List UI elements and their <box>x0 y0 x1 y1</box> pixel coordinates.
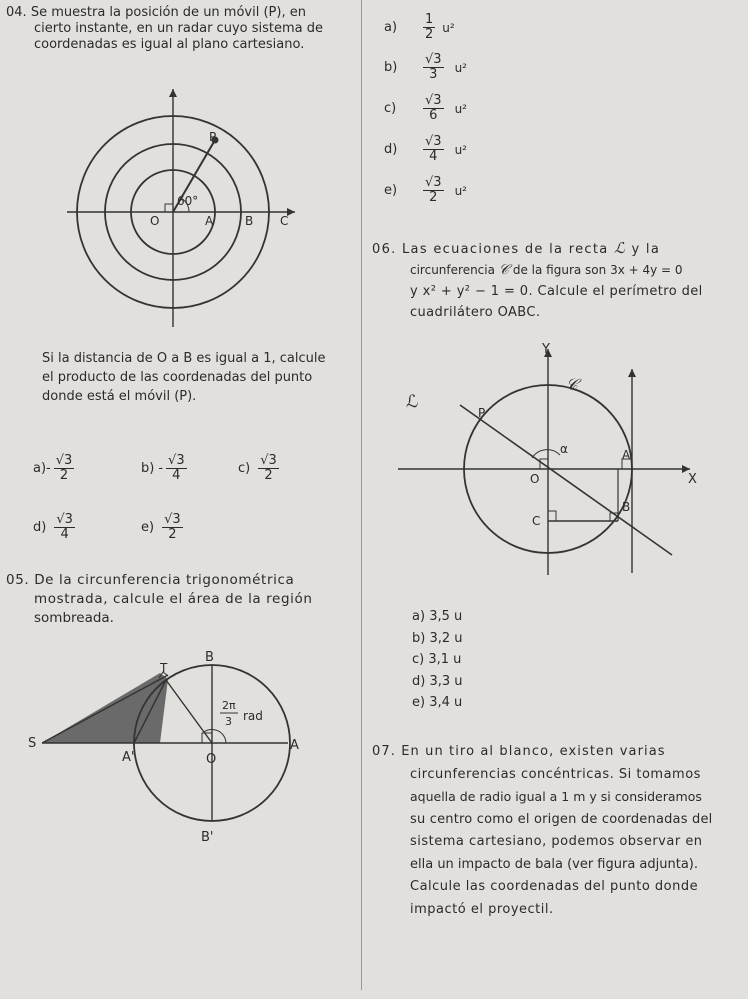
q07-line-2: circunferencias concéntricas. Si tomamos <box>410 766 701 782</box>
q04-right-angle-mark <box>165 204 173 212</box>
q05-radius-ot <box>166 680 212 743</box>
q06-right-mark-c <box>548 511 556 521</box>
q04-answer-a-unit: u² <box>442 20 455 35</box>
q05-angle-num: 2π <box>222 699 236 712</box>
q04-answer-a[interactable] <box>384 13 455 42</box>
q06-line-1-end: y la <box>631 242 661 257</box>
q04-answer-a-frac: $\frac{1}{2}$ <box>425 12 434 42</box>
q07-number: 07. <box>372 744 396 759</box>
q06-label-l-line: ℒ <box>406 392 419 412</box>
q05-line-2: mostrada, calcule el área de la región <box>34 591 313 607</box>
q04-answer-e[interactable] <box>384 176 467 205</box>
q06-line-2b: de la figura son <box>512 263 607 277</box>
q06-label-alpha: α <box>560 442 568 456</box>
q05-angle-den: 3 <box>225 715 232 728</box>
q04-option-b-letter: b) <box>141 461 155 476</box>
q04-answer-e-frac: $\frac{√3}{2}$ <box>425 175 442 205</box>
q04-option-c-letter: c) <box>238 461 251 476</box>
q04-question-1: Si la distancia de O a B es igual a 1, calcule <box>42 351 326 366</box>
q06-script-l: ℒ <box>613 239 627 257</box>
q05-number: 05. <box>6 572 30 588</box>
q06-label-c-curve: 𝒞 <box>566 375 578 394</box>
q04-option-c-frac: $\frac{√3}{2}$ <box>260 453 277 483</box>
q06-line-2a: circunferencia <box>410 263 495 277</box>
q04-answer-b-letter: b) <box>384 60 398 75</box>
q04-answer-c-unit: u² <box>454 101 467 116</box>
q05-unit-circle-figure <box>20 645 340 855</box>
q04-answer-d-unit: u² <box>454 142 467 157</box>
q06-alpha-arc <box>532 450 560 458</box>
q04-radar-figure <box>55 85 300 330</box>
q04-label-c: C <box>280 214 289 228</box>
column-divider <box>361 0 362 990</box>
q05-label-a-prime: A' <box>122 750 135 765</box>
q04-answer-b[interactable] <box>384 53 467 82</box>
q04-option-a-sign: - <box>46 461 51 476</box>
q05-line-3: sombreada. <box>34 610 114 626</box>
q06-option-b[interactable]: b) 3,2 u <box>412 630 463 646</box>
q04-label-b: B <box>245 214 254 228</box>
q04-answer-a-letter: a) <box>384 20 398 35</box>
q04-y-arrow-icon <box>169 89 177 97</box>
q06-script-c: 𝒞 <box>498 262 510 278</box>
q06-eq1: 3x + 4y = 0 <box>610 263 683 277</box>
q04-question-2: el producto de las coordenadas del punto <box>42 370 313 385</box>
q04-answer-d-letter: d) <box>384 142 398 157</box>
q04-option-d-frac: $\frac{√3}{4}$ <box>56 512 73 542</box>
q04-number: 04. <box>6 5 27 20</box>
q07-line-3: aquella de radio igual a 1 m y si consideramos <box>410 789 702 804</box>
q06-line-4: cuadrilátero OABC. <box>410 305 541 320</box>
q04-answer-c-frac: $\frac{√3}{6}$ <box>425 93 442 123</box>
q04-label-p: P <box>209 130 217 144</box>
q06-figure <box>390 335 715 580</box>
q04-statement <box>6 5 356 53</box>
q06-label-o: O <box>530 472 540 486</box>
q04-question-3: donde está el móvil (P). <box>42 389 197 404</box>
q04-option-a-frac: $\frac{√3}{2}$ <box>55 453 73 483</box>
q07-line-1: En un tiro al blanco, existen varias <box>401 744 666 759</box>
q06-option-c[interactable]: c) 3,1 u <box>412 652 462 667</box>
q04-line-1: Se muestra la posición de un móvil (P), en <box>30 5 306 20</box>
q04-option-a-letter: a) <box>33 461 47 476</box>
q04-answer-d[interactable] <box>384 135 467 164</box>
q04-answer-e-letter: e) <box>384 183 398 198</box>
q05-label-s: S <box>28 736 37 751</box>
q04-option-d[interactable] <box>33 513 78 542</box>
q04-line-3: coordenadas es igual al plano cartesiano. <box>34 37 305 52</box>
q06-label-a: A <box>622 448 631 462</box>
q06-label-p: P <box>478 406 486 420</box>
q04-answer-e-unit: u² <box>454 183 467 198</box>
q04-option-b[interactable] <box>141 454 190 483</box>
q07-line-6: ella un impacto de bala (ver figura adjunta). <box>410 856 699 872</box>
q04-label-o: O <box>150 214 160 228</box>
q04-option-b-frac: $\frac{√3}{4}$ <box>168 453 185 483</box>
q04-label-angle: 60° <box>177 194 199 208</box>
q06-statement <box>372 238 712 323</box>
q04-answer-c-letter: c) <box>384 101 397 116</box>
q04-option-e-frac: $\frac{√3}{2}$ <box>164 512 181 542</box>
q05-label-b: B <box>205 650 214 665</box>
q06-label-x: X <box>688 472 697 487</box>
q07-line-8: impactó el proyectil. <box>410 901 554 917</box>
q06-option-a[interactable]: a) 3,5 u <box>412 609 463 624</box>
q04-option-b-sign: - <box>158 461 164 476</box>
q06-line-1: Las ecuaciones de la recta <box>402 242 609 257</box>
q04-answer-b-frac: $\frac{√3}{3}$ <box>425 52 442 82</box>
q04-option-e[interactable] <box>141 513 186 542</box>
q04-option-a[interactable] <box>33 454 77 483</box>
q04-line-2: cierto instante, en un radar cuyo sistema de <box>34 21 323 36</box>
q06-option-d[interactable]: d) 3,3 u <box>412 673 463 689</box>
q06-tangent-arrow-icon <box>628 369 636 377</box>
q05-angle-unit: rad <box>243 709 263 723</box>
q07-line-5: sistema cartesiano, podemos observar en <box>410 834 703 849</box>
q06-options <box>412 606 463 714</box>
q04-answer-b-unit: u² <box>454 60 467 75</box>
q06-eq2: x² + y² − 1 = 0. <box>422 284 533 299</box>
q04-option-e-letter: e) <box>141 520 155 535</box>
q06-option-e[interactable]: e) 3,4 u <box>412 695 463 710</box>
q04-answer-d-frac: $\frac{√3}{4}$ <box>425 134 442 164</box>
q05-label-a: A <box>290 738 299 753</box>
q07-statement <box>372 741 738 921</box>
q05-label-b-prime: B' <box>201 830 214 845</box>
q06-label-b: B <box>622 500 631 514</box>
q05-line-1: De la circunferencia trigonométrica <box>34 572 295 588</box>
q07-line-7: Calcule las coordenadas del punto donde <box>410 879 699 894</box>
q06-line-3a: y <box>410 284 419 299</box>
q05-label-o: O <box>206 752 217 767</box>
q07-line-4: su centro como el origen de coordenadas del <box>410 811 713 827</box>
q05-label-t: T <box>160 661 168 675</box>
q04-option-d-letter: d) <box>33 520 47 535</box>
q04-option-c[interactable] <box>238 454 282 483</box>
q04-answer-c[interactable] <box>384 94 467 123</box>
q04-question <box>42 349 357 406</box>
q06-label-c: C <box>532 514 541 528</box>
q06-label-y: Y <box>542 342 550 357</box>
q06-number: 06. <box>372 242 397 257</box>
q05-statement <box>6 571 356 628</box>
q06-line-3b: Calcule el perímetro del <box>537 284 703 299</box>
q04-label-a: A <box>205 214 214 228</box>
